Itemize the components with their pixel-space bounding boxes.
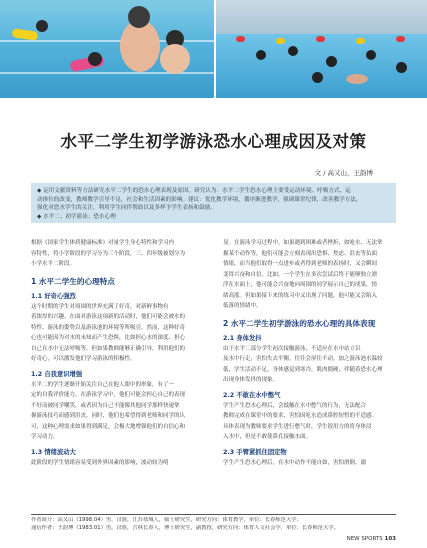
- body-paragraph-line: 低，学生活动不足，身体感觉到寒冷，肌肉僵硬，伴随着恐水心理: [223, 366, 383, 373]
- pool-wall: [216, 0, 427, 34]
- section-heading: 1 水平二学生的心理特点: [31, 276, 115, 286]
- body-paragraph-line: 不好而被同学嘲笑，或者因为自己不能像其他同学那样快速掌: [31, 402, 180, 409]
- body-paragraph-line: 这个时期的学生对周围的世界充满了好奇，对新鲜事物有: [31, 303, 169, 310]
- header-photo-left: [0, 0, 214, 98]
- lane-float: [316, 36, 325, 42]
- subsection-heading: 1.1 好奇心强烈: [31, 292, 76, 300]
- swimmer-body: [346, 74, 368, 84]
- body-paragraph-line: 出现身体发抖的现象。: [223, 377, 279, 383]
- lane-float: [356, 38, 365, 44]
- swimmer-head: [128, 6, 150, 28]
- body-paragraph-line: 显。在游泳学习过程中，如果遇到困难或者挫折，如呛水、无法掌: [223, 240, 383, 246]
- body-paragraph-line: 着浓厚的兴趣。在面对游泳这项新的活动时，他们可能会被水的: [31, 314, 186, 320]
- body-paragraph-line: 具体表现为教师要求学生进行憋气时，学生很用力的将身体浸: [223, 423, 372, 430]
- abstract-box: [31, 183, 396, 223]
- article-author: 文 / 高又山，王韵博: [314, 169, 373, 177]
- body-paragraph-line: 学习动力。: [31, 434, 59, 440]
- child-head: [36, 20, 48, 32]
- right-column: [223, 238, 395, 468]
- abstract-line: 强化对恐水学生的关注，利用学生同伴帮助以及多样予学生表扬和鼓励。: [37, 205, 217, 212]
- kickboard: [12, 28, 39, 41]
- body-paragraph-line: 入水中，但是不敢使鼻孔接触水面。: [223, 434, 312, 440]
- author-note: 作者简介：高又山（1998.04）男，汉族，江苏盐城人，硕士研究生，研究方向：体育教学，单位：长春师范大学；: [31, 517, 302, 523]
- body-paragraph-line: 此阶段的学生情绪容易受到外界因素的影响，波动较为明: [31, 459, 169, 466]
- swimmer-head: [312, 72, 323, 83]
- page-footer: [347, 536, 396, 542]
- lane-float: [236, 36, 245, 42]
- body-paragraph-line: 变得兴奋和自信。比如，一个学生在多次尝试后终于能够独立漂: [223, 271, 378, 278]
- body-paragraph-line: 情绪，而当他们取得一点进步或者得到老师的表扬时，又会瞬间: [223, 261, 378, 267]
- body-paragraph-line: 根据《国家学生体质健康标准》对量学生身心特性和学习内: [31, 240, 175, 246]
- journal-name: NEW SPORTS: [346, 536, 383, 542]
- swimmer-head: [396, 62, 407, 73]
- body-paragraph-line: 水平二的学生逐渐开始关注自己在他人眼中的形象，有了一: [31, 381, 175, 388]
- subsection-heading: 1.3 情绪波动大: [31, 448, 76, 456]
- body-paragraph-line: 容特性，将小学阶段的学习分为三个阶段，三、四年级被划分为: [31, 250, 186, 257]
- left-column: [31, 238, 203, 468]
- swimmer-head: [366, 50, 376, 60]
- article-title: 水平二学生初学游泳恐水心理成因及对策: [60, 132, 367, 151]
- lane-float: [276, 38, 285, 44]
- body-paragraph-line: 自己在水中无法呼吸等。但如果教师能够正确引导，利用他们的: [31, 345, 186, 352]
- corresponding-author-note: 通信作者：王韵博（1983.01）男，汉族，吉林长春人，博士研究生，副教授，研究方向：体育人文社会学，单位：长春师范大学。: [31, 525, 339, 531]
- body-paragraph-line: 特性、游泳的姿势以及游泳池的环境等所吸引。然而，这种好奇: [31, 324, 186, 331]
- body-paragraph-line: 心也可能因为对水的未知而产生恐惧，比如担心水的深度、担心: [31, 335, 186, 341]
- body-paragraph-line: 定的自我评价能力。在游泳学习中，他们可能会担心自己的表现: [31, 392, 186, 398]
- header-photo-right: [216, 0, 427, 98]
- body-paragraph-line: 教师完成在课堂中的要求，害怕因吃水造成鼻腔短暂的不适感。: [223, 413, 378, 419]
- body-paragraph-line: 绪高涨。但如果接下来的练习中又出现了问题，他可能又会陷入: [223, 292, 378, 299]
- body-paragraph-line: 小学水平二阶段。: [31, 261, 76, 267]
- swimmer-head: [288, 46, 298, 56]
- keywords-line: ◆ 水平二；初学游泳；恐水心理: [37, 213, 116, 220]
- body-paragraph-line: 握游泳技巧而感到沮丧。同时，他们也希望得到老师和同学的认: [31, 413, 186, 419]
- section-heading: 2 水平二学生初学游泳的恐水心理的具体表现: [223, 318, 376, 328]
- subsection-heading: 2.2 不敢在水中憋气: [223, 391, 281, 399]
- subsection-heading: 1.2 自我意识增强: [31, 370, 83, 378]
- abstract-line: 动体位的改变，教师教学引导不足，社会和生活因素的影响。建议：优化教学环境，循序渐进教学，强调课堂纪律，改善教学方法，: [37, 196, 362, 203]
- footnote-divider: [31, 514, 396, 515]
- child-body: [160, 44, 190, 74]
- swimmer-head: [326, 56, 337, 67]
- body-paragraph-line: 握某个动作等，他们可能会立刻表现出恐惧、焦虑、沮丧等负面: [223, 250, 378, 257]
- body-paragraph-line: 由于水平二部分学生初次接触游泳，不适应在水中站立以: [223, 345, 361, 352]
- body-paragraph-line: 低落的情绪中。: [223, 303, 262, 309]
- subsection-heading: 2.1 身体发抖: [223, 334, 262, 342]
- child-head: [88, 52, 102, 66]
- body-paragraph-line: 及水中行走，害怕失去平衡，往往会屏住不动，加之游泳池水温较: [223, 356, 383, 362]
- body-paragraph-line: 学生产生恐水心理后，在水中动作不能自如，害怕滑倒、溺: [223, 459, 367, 466]
- body-paragraph-line: 浮在水面上，他可能会兴奋地向周围的同学展示自己的成果，情: [223, 282, 378, 288]
- body-paragraph-line: 好奇心，可以激发他们学习游泳的积极性。: [31, 356, 136, 362]
- lane-float: [396, 36, 405, 42]
- page-number: 103: [384, 536, 396, 542]
- subsection-heading: 2.3 手臂紧抓住固定物: [223, 448, 287, 456]
- body-paragraph-line: 可，这种心理需求如果得到满足，会极大地增强他们的自信心和: [31, 423, 186, 430]
- body-paragraph-line: 学生产生恐水心理后，会抵触在水中憋气的行为，无法配合: [223, 402, 367, 409]
- swimmer-head: [256, 50, 266, 60]
- abstract-line: ◆ 运用文献资料等方法研究水平二学生的恐水心理表现及原因。研究认为：水平二学生恐水心理主要受运动环境、呼吸方式、运: [37, 188, 351, 194]
